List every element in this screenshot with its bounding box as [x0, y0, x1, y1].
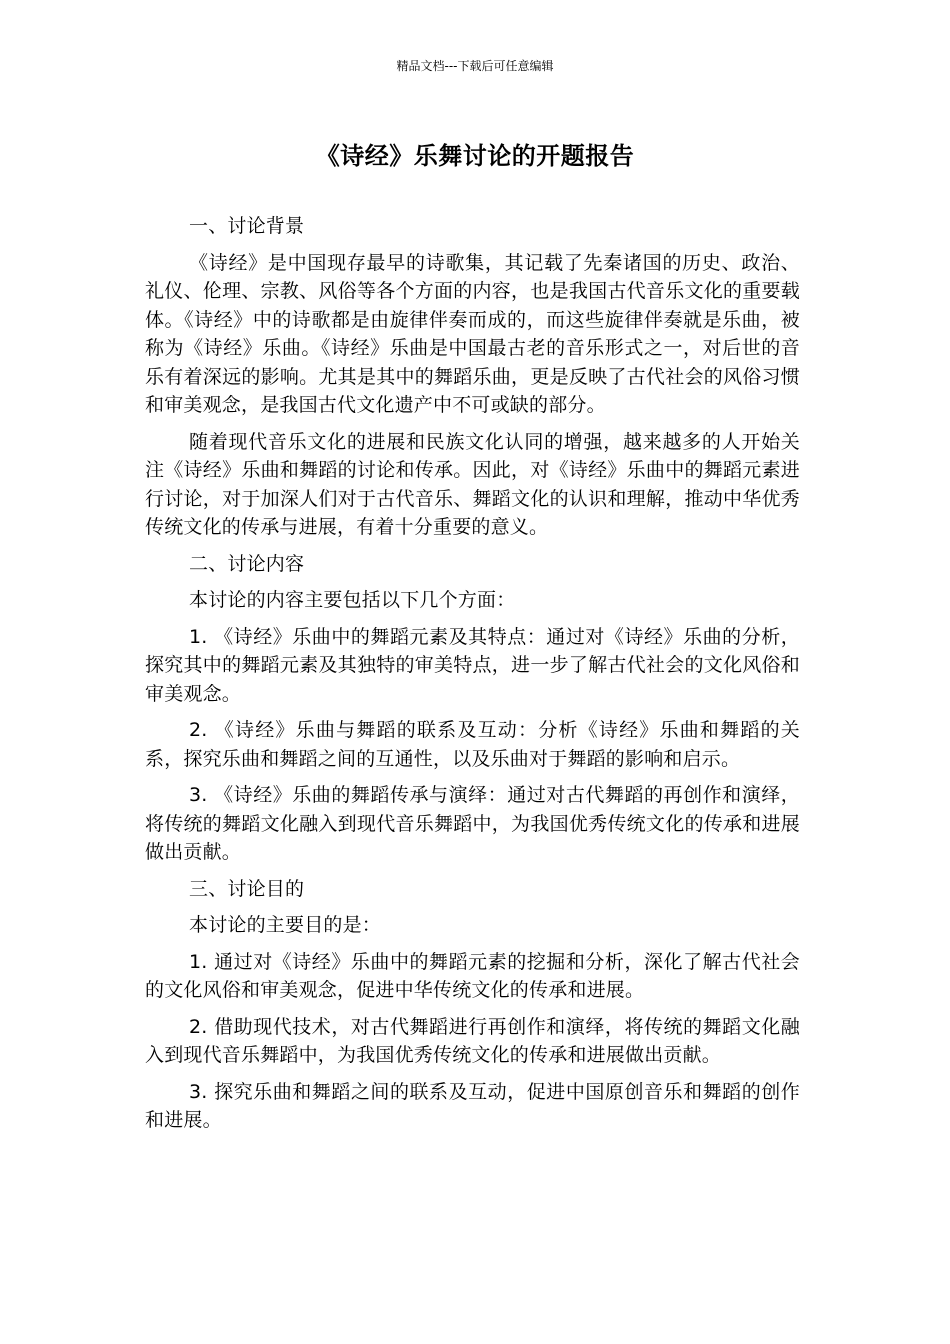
list-item: 2. 《诗经》乐曲与舞蹈的联系及互动：分析《诗经》乐曲和舞蹈的关系，探究乐曲和舞蹈之间的互通性，以及乐曲对于舞蹈的影响和启示。	[145, 719, 800, 770]
paragraph: 《诗经》是中国现存最早的诗歌集，其记载了先秦诸国的历史、政治、礼仪、伦理、宗教、风俗等各个方面的内容，也是我国古代音乐文化的重要载体。《诗经》中的诗歌都是由旋律伴奏而成的，而这些旋律伴奏就是乐曲，被称为《诗经》乐曲。《诗经》乐曲是中国最古老的音乐形式之一，对后世的音乐有着深远的影响。尤其是其中的舞蹈乐曲，更是反映了古代社会的风俗习惯和审美观念，是我国古代文化遗产中不可或缺的部分。	[145, 251, 800, 416]
list-item: 1. 《诗经》乐曲中的舞蹈元素及其特点：通过对《诗经》乐曲的分析，探究其中的舞蹈元素及其独特的审美特点，进一步了解古代社会的文化风俗和审美观念。	[145, 625, 800, 705]
document-body	[145, 212, 800, 1143]
header-note: 精品文档---下载后可任意编辑	[396, 59, 554, 73]
list-item: 1. 通过对《诗经》乐曲中的舞蹈元素的挖掘和分析，深化了解古代社会的文化风俗和审美观念，促进中华传统文化的传承和进展。	[145, 950, 800, 1001]
paragraph: 随着现代音乐文化的进展和民族文化认同的增强，越来越多的人开始关注《诗经》乐曲和舞蹈的讨论和传承。因此，对《诗经》乐曲中的舞蹈元素进行讨论，对于加深人们对于古代音乐、舞蹈文化的认识和理解，推动中华优秀传统文化的传承与进展，有着十分重要的意义。	[145, 430, 800, 538]
list-item: 2. 借助现代技术，对古代舞蹈进行再创作和演绎，将传统的舞蹈文化融入到现代音乐舞蹈中，为我国优秀传统文化的传承和进展做出贡献。	[145, 1015, 800, 1066]
list-item: 3. 《诗经》乐曲的舞蹈传承与演绎：通过对古代舞蹈的再创作和演绎，将传统的舞蹈文化融入到现代音乐舞蹈中，为我国优秀传统文化的传承和进展做出贡献。	[145, 784, 800, 863]
section-heading: 二、讨论内容	[189, 552, 305, 575]
paragraph: 本讨论的主要目的是：	[189, 914, 382, 936]
paragraph: 本讨论的内容主要包括以下几个方面：	[189, 589, 516, 611]
section-heading: 三、讨论目的	[189, 877, 305, 900]
list-item: 3. 探究乐曲和舞蹈之间的联系及互动，促进中国原创音乐和舞蹈的创作和进展。	[145, 1080, 800, 1131]
section-heading: 一、讨论背景	[189, 215, 305, 237]
document-title: 《诗经》乐舞讨论的开题报告	[315, 142, 635, 170]
